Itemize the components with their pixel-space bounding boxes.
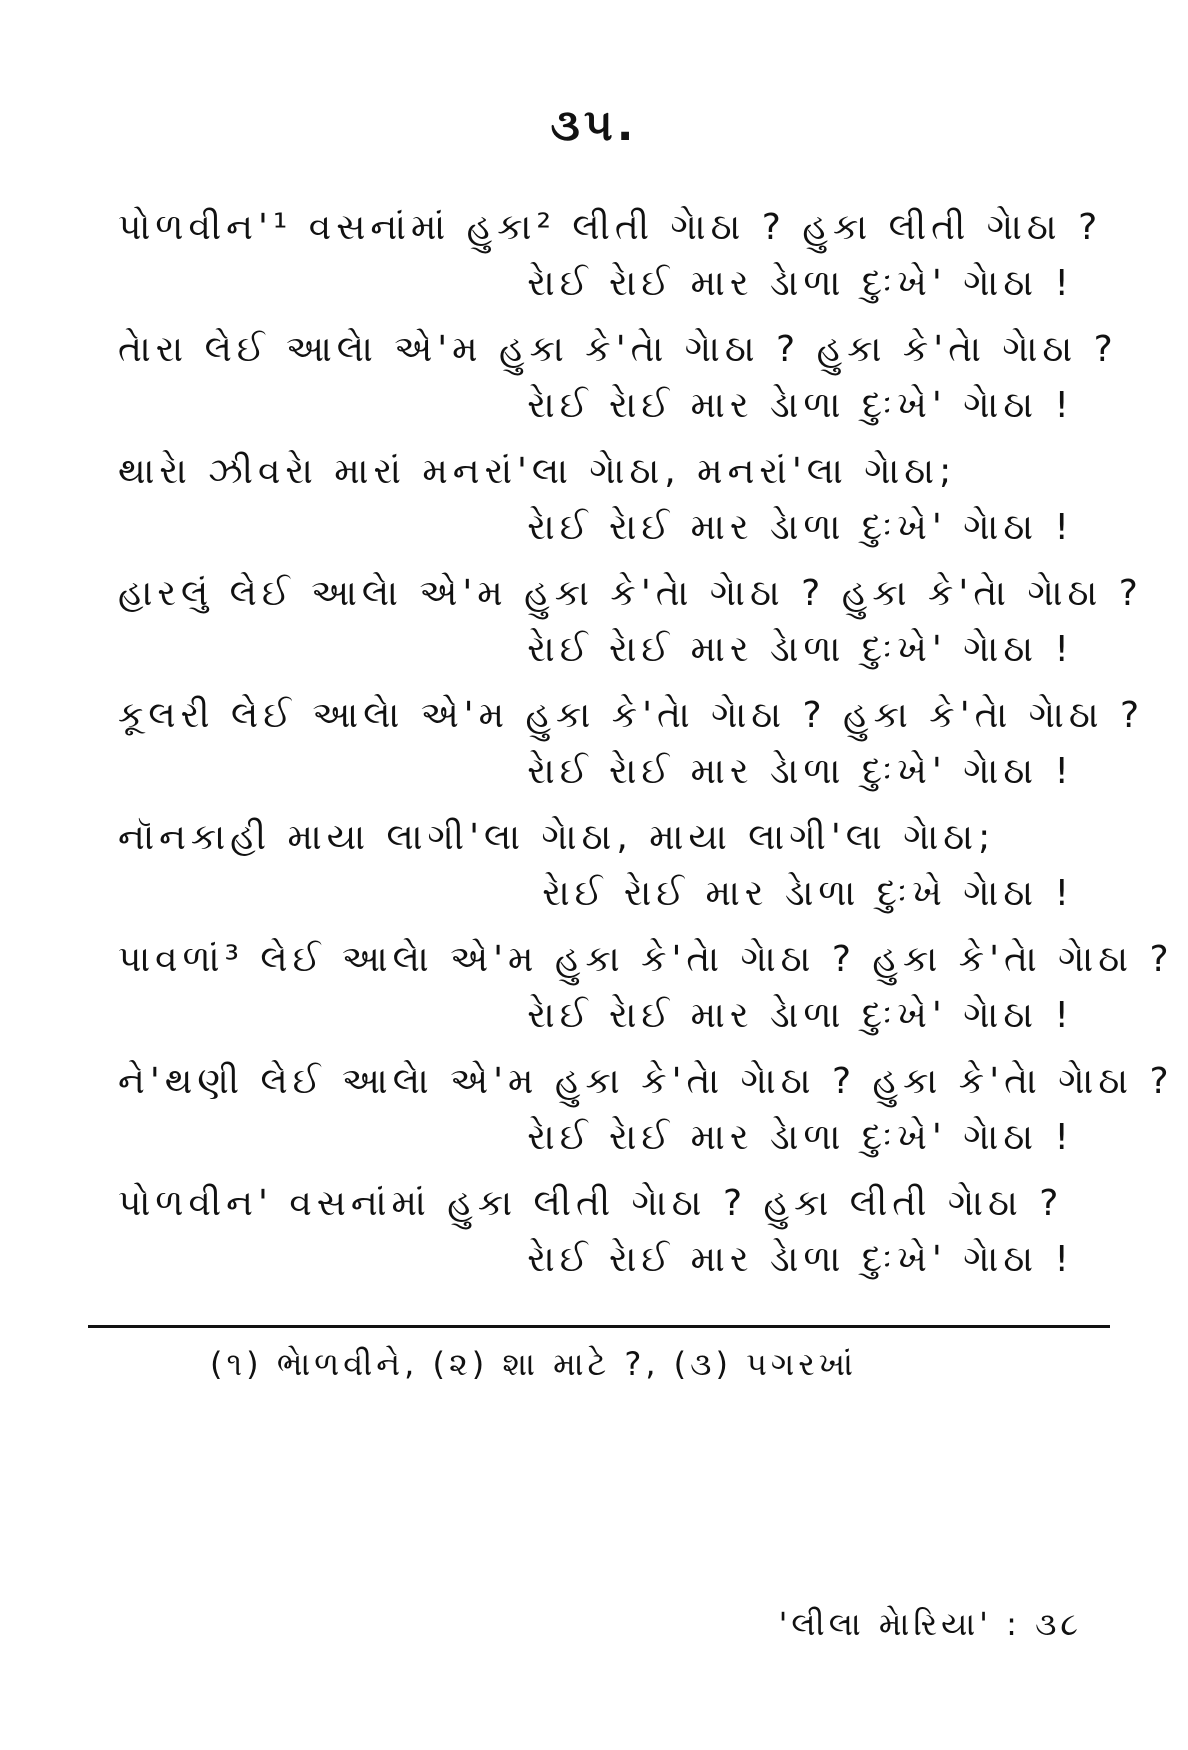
- footnotes: (૧) ભેાળવીને, (૨) શા માટે ?, (૩) પગરખાં: [210, 1345, 857, 1383]
- verse-line: કૂલરી લેઈ આલેા એ'મ હુકા કે'તેા ગેાઠા ? હુકા કે'તેા ગેાઠા ?: [118, 695, 1145, 736]
- stanza: [118, 566, 1143, 678]
- page-footer: 'લીલા મેારિયા' : ૩૮: [778, 1605, 1082, 1643]
- stanza: [118, 322, 1118, 434]
- page-number: ૩૫.: [550, 100, 638, 151]
- stanza: [118, 200, 1103, 312]
- verse-line: પોળવીન' વસનાંમાં હુકા લીતી ગેાઠા ? હુકા લીતી ગેાઠા ?: [118, 1183, 1064, 1224]
- refrain-line: રેાઈ રેાઈ માર ડેાળા દુઃખે' ગેાઠા !: [527, 385, 1074, 426]
- verse-line: પોળવીન'¹ વસનાંમાં હુકા² લીતી ગેાઠા ? હુકા લીતી ગેાઠા ?: [118, 207, 1103, 248]
- verse-line: હારલું લેઈ આલેા એ'મ હુકા કે'તેા ગેાઠા ? હુકા કે'તેા ગેાઠા ?: [118, 573, 1143, 614]
- refrain-line: રેાઈ રેાઈ માર ડેાળા દુઃખે' ગેાઠા !: [527, 1239, 1074, 1280]
- refrain-line: રેાઈ રેાઈ માર ડેાળા દુઃખે ગેાઠા !: [542, 873, 1074, 914]
- stanza: [118, 810, 1078, 922]
- refrain-line: રેાઈ રેાઈ માર ડેાળા દુઃખે' ગેાઠા !: [527, 629, 1074, 670]
- footnote-divider: [88, 1325, 1110, 1328]
- verse-line: તેારા લેઈ આલેા એ'મ હુકા કે'તેા ગેાઠા ? હુકા કે'તેા ગેાઠા ?: [118, 329, 1118, 370]
- stanza: [118, 688, 1145, 800]
- verse-line: પાવળાં³ લેઈ આલેા એ'મ હુકા કે'તેા ગેાઠા ? હુકા કે'તેા ગેાઠા ?: [118, 939, 1174, 980]
- stanza: [118, 1176, 1078, 1288]
- refrain-line: રેાઈ રેાઈ માર ડેાળા દુઃખે' ગેાઠા !: [527, 507, 1074, 548]
- verse-line: થારેા ઝીવરેા મારાં મનરાં'લા ગેાઠા, મનરાં'લા ગેાઠા;: [118, 451, 957, 492]
- poem: [118, 200, 1174, 1298]
- verse-line: નૉનકાહી માયા લાગી'લા ગેાઠા, માયા લાગી'લા ગેાઠા;: [118, 817, 996, 858]
- verse-line: ને'થણી લેઈ આલેા એ'મ હુકા કે'તેા ગેાઠા ? હુકા કે'તેા ગેાઠા ?: [118, 1061, 1174, 1102]
- refrain-line: રેાઈ રેાઈ માર ડેાળા દુઃખે' ગેાઠા !: [527, 751, 1074, 792]
- refrain-line: રેાઈ રેાઈ માર ડેાળા દુઃખે' ગેાઠા !: [527, 263, 1074, 304]
- refrain-line: રેાઈ રેાઈ માર ડેાળા દુઃખે' ગેાઠા !: [527, 995, 1074, 1036]
- stanza: [118, 932, 1174, 1044]
- stanza: [118, 1054, 1174, 1166]
- refrain-line: રેાઈ રેાઈ માર ડેાળા દુઃખે' ગેાઠા !: [527, 1117, 1074, 1158]
- stanza: [118, 444, 1078, 556]
